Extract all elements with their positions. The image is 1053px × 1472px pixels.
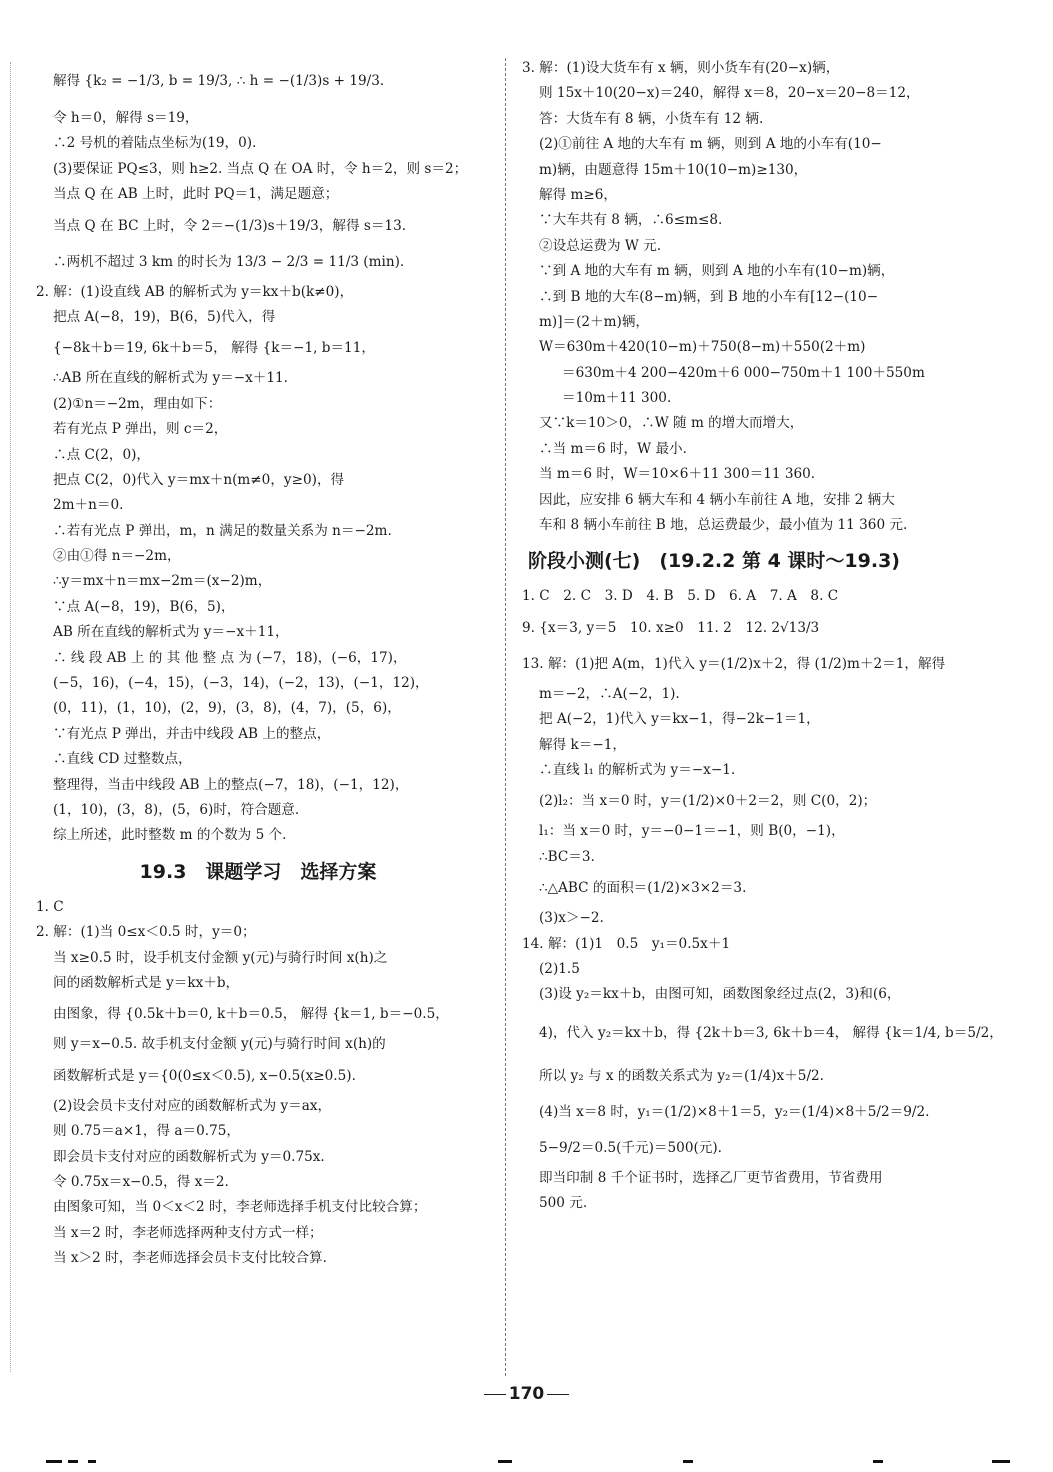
- text-line: ＝630m＋4 200−420m＋6 000−750m＋1 100＋550m: [562, 364, 925, 381]
- section-title: 阶段小测(七) (19.2.2 第 4 课时～19.3): [528, 550, 900, 573]
- text-line: 解得 m≥6，: [539, 186, 618, 203]
- text-line: 解得 {k₂ = −1/3, b = 19/3, ∴ h = −(1/3)s + 19/3.: [53, 73, 385, 89]
- text-line: (0，11)，(1，10)，(2，9)，(3，8)，(4，7)，(5，6)，: [53, 700, 401, 717]
- text-line: 因此，应安排 6 辆大车和 4 辆小车前往 A 地，安排 2 辆大: [539, 491, 895, 508]
- text-line: 由图象可知，当 0＜x＜2 时，李老师选择手机支付比较合算；: [53, 1199, 427, 1216]
- section-title: 19.3 课题学习 选择方案: [139, 860, 377, 883]
- page-number-dash-right: [547, 1394, 569, 1395]
- text-line: ∴y＝mx＋n＝mx−2m＝(x−2)m，: [53, 573, 272, 590]
- problem-2-heading: 2. 解：(1)设直线 AB 的解析式为 y＝kx＋b(k≠0)，: [36, 283, 354, 300]
- text-line: 则 15x＋10(20−x)＝240，解得 x＝8，20−x＝20−8＝12，: [539, 85, 920, 102]
- text-line: ∴直线 CD 过整数点，: [53, 751, 192, 768]
- text-line: ∴△ABC 的面积＝(1/2)×3×2＝3.: [539, 880, 747, 897]
- text-line: (2)①n＝−2m，理由如下：: [53, 395, 222, 412]
- answer-line: 9. {x＝3, y＝5 10. x≥0 11. 2 12. 2√13/3: [522, 619, 820, 636]
- text-line: 当 x≥0.5 时，设手机支付金额 y(元)与骑行时间 x(h)之: [53, 949, 388, 966]
- text-line: 又∵k＝10＞0，∴W 随 m 的增大而增大，: [539, 415, 804, 432]
- text-line: (4)当 x＝8 时，y₁＝(1/2)×8＋1＝5，y₂＝(1/4)×8＋5/2＝9/2.: [539, 1103, 930, 1120]
- text-line: (3)设 y₂＝kx＋b，由图可知，函数图象经过点(2，3)和(6，: [539, 986, 901, 1003]
- binding-edge-mark: [10, 62, 11, 1372]
- text-line: 把点 A(−8，19)，B(6，5)代入，得: [53, 308, 276, 325]
- column-divider: [505, 58, 506, 1376]
- problem-13-heading: 13. 解：(1)把 A(m，1)代入 y＝(1/2)x＋2，得 (1/2)m＋2＝1，解得: [522, 655, 946, 672]
- problem-14-heading: 14. 解：(1)1 0.5 y₁＝0.5x＋1: [522, 935, 731, 952]
- text-line: (2)①前往 A 地的大车有 m 辆，则到 A 地的小车有(10−: [539, 136, 882, 153]
- text-line: ∴ 线 段 AB 上 的 其 他 整 点 为 (−7，18)，(−6，17)，: [53, 649, 407, 666]
- registration-mark: [873, 1460, 883, 1463]
- problem-2-heading: 2. 解：(1)当 0≤x＜0.5 时，y＝0；: [36, 924, 256, 941]
- text-line: 综上所述，此时整数 m 的个数为 5 个.: [53, 827, 287, 844]
- text-line: 令 0.75x＝x−0.5，得 x＝2.: [53, 1173, 229, 1190]
- text-line: 答：大货车有 8 辆，小货车有 12 辆.: [539, 110, 764, 127]
- text-line: 把 A(−2，1)代入 y＝kx−1，得−2k−1＝1，: [539, 711, 820, 728]
- text-line: ∴直线 l₁ 的解析式为 y＝−x−1.: [539, 761, 736, 778]
- equation-system: 4)，代入 y₂＝kx＋b，得 {2k＋b＝3, 6k＋b＝4， 解得 {k＝1/4, b＝5/2，: [539, 1024, 1003, 1041]
- text-line: ②由①得 n＝−2m，: [53, 548, 181, 565]
- text-line: 2m＋n＝0.: [53, 497, 124, 514]
- text-line: W＝630m＋420(10−m)＋750(8−m)＋550(2＋m): [539, 339, 866, 356]
- text-line: ∴AB 所在直线的解析式为 y＝−x＋11.: [53, 370, 288, 387]
- text-line: ∴BC＝3.: [539, 848, 595, 865]
- text-line: ②设总运费为 W 元.: [539, 237, 662, 254]
- text-line: (1，10)，(3，8)，(5，6)时，符合题意.: [53, 801, 300, 818]
- text-line: (2)1.5: [539, 960, 580, 977]
- registration-mark: [498, 1460, 512, 1463]
- text-line: 间的函数解析式是 y＝kx＋b，: [53, 974, 240, 991]
- text-line: 则 y＝x−0.5. 故手机支付金额 y(元)与骑行时间 x(h)的: [53, 1036, 386, 1053]
- text-line: 当 m＝6 时，W＝10×6＋11 300＝11 360.: [539, 466, 816, 483]
- text-line: 解得 k＝−1，: [539, 736, 626, 753]
- text-line: ∵大车共有 8 辆，∴6≤m≤8.: [539, 212, 723, 229]
- text-line: 令 h＝0，解得 s＝19，: [53, 110, 199, 126]
- text-line: ∴两机不超过 3 km 的时长为 13/3 − 2/3 = 11/3 (min).: [53, 253, 405, 270]
- text-line: ∴2 号机的着陆点坐标为(19，0).: [53, 135, 257, 152]
- registration-mark: [88, 1460, 96, 1463]
- text-line: ＝10m＋11 300.: [562, 390, 672, 407]
- text-line: ∵点 A(−8，19)，B(6，5)，: [53, 598, 235, 615]
- text-line: 当 x＞2 时，李老师选择会员卡支付比较合算.: [53, 1250, 327, 1267]
- text-line: ∴若有光点 P 弹出，m，n 满足的数量关系为 n＝−2m.: [53, 522, 392, 539]
- text-line: 则 0.75＝a×1，得 a＝0.75，: [53, 1123, 240, 1140]
- print-registration-marks: [0, 1460, 1053, 1470]
- text-line: 当点 Q 在 BC 上时，令 2＝−(1/3)s＋19/3，解得 s＝13.: [53, 217, 407, 234]
- registration-mark: [992, 1460, 1010, 1463]
- equation-system: 由图象，得 {0.5k＋b＝0, k＋b＝0.5， 解得 {k＝1, b＝−0.5，: [53, 1006, 449, 1023]
- equation-system: {−8k＋b＝19, 6k＋b＝5， 解得 {k＝−1, b＝11，: [53, 340, 375, 357]
- answer-line: 1. C: [36, 898, 64, 915]
- text-line: ∵到 A 地的大车有 m 辆，则到 A 地的小车有(10−m)辆，: [539, 263, 895, 280]
- registration-mark: [68, 1460, 78, 1463]
- text-line: (2)l₂：当 x＝0 时，y＝(1/2)×0＋2＝2，则 C(0，2)；: [539, 793, 877, 810]
- text-line: m)]＝(2＋m)辆，: [539, 313, 650, 330]
- text-line: 当点 Q 在 AB 上时，此时 PQ＝1，满足题意；: [53, 186, 339, 203]
- page-number-dash-left: [484, 1394, 506, 1395]
- answer-line: 1. C 2. C 3. D 4. B 5. D 6. A 7. A 8. C: [522, 588, 839, 605]
- text-line: 当 x＝2 时，李老师选择两种支付方式一样；: [53, 1224, 323, 1241]
- page-number: [0, 1384, 1053, 1404]
- text-line: m)辆，由题意得 15m＋10(10−m)≥130，: [539, 161, 808, 178]
- text-line: (3)x＞−2.: [539, 910, 604, 927]
- text-line: ∴当 m＝6 时，W 最小.: [539, 440, 687, 457]
- text-line: (−5，16)，(−4，15)，(−3，14)，(−2，13)，(−1，12)，: [53, 675, 429, 692]
- text-line: (2)设会员卡支付对应的函数解析式为 y＝ax，: [53, 1097, 332, 1114]
- left-column: [36, 56, 480, 1271]
- problem-3-heading: 3. 解：(1)设大货车有 x 辆，则小货车有(20−x)辆，: [522, 60, 840, 76]
- piecewise-function: 函数解析式是 y＝{0(0≤x＜0.5), x−0.5(x≥0.5).: [53, 1067, 356, 1084]
- text-line: l₁：当 x＝0 时，y＝−0−1＝−1，则 B(0，−1)，: [539, 823, 845, 840]
- text-line: 500 元.: [539, 1195, 588, 1212]
- text-line: 把点 C(2，0)代入 y＝mx＋n(m≠0，y≥0)，得: [53, 471, 345, 488]
- right-column: [522, 56, 1022, 1217]
- registration-mark: [46, 1460, 62, 1463]
- text-line: 车和 8 辆小车前往 B 地，总运费最少，最小值为 11 360 元.: [539, 517, 908, 534]
- text-line: 即会员卡支付对应的函数解析式为 y＝0.75x.: [53, 1148, 325, 1165]
- text-line: ∵有光点 P 弹出，并击中线段 AB 上的整点，: [53, 725, 331, 742]
- text-line: 若有光点 P 弹出，则 c＝2，: [53, 421, 228, 438]
- text-line: 所以 y₂ 与 x 的函数关系式为 y₂＝(1/4)x＋5/2.: [539, 1067, 825, 1084]
- text-line: 即当印制 8 千个证书时，选择乙厂更节省费用，节省费用: [539, 1169, 883, 1186]
- text-line: 5−9/2＝0.5(千元)＝500(元).: [539, 1139, 722, 1156]
- text-line: ∴点 C(2，0)，: [53, 446, 151, 463]
- text-line: 整理得，当击中线段 AB 上的整点(−7，18)，(−1，12)，: [53, 776, 409, 793]
- page-number-text: 170: [508, 1384, 545, 1404]
- registration-mark: [683, 1460, 693, 1463]
- text-line: ∴到 B 地的大车(8−m)辆，到 B 地的小车有[12−(10−: [539, 288, 879, 305]
- text-line: AB 所在直线的解析式为 y＝−x＋11，: [53, 624, 289, 641]
- text-line: m＝−2，∴A(−2，1).: [539, 685, 680, 702]
- text-line: (3)要保证 PQ≤3，则 h≥2. 当点 Q 在 OA 时，令 h＝2，则 s＝2；: [53, 160, 468, 177]
